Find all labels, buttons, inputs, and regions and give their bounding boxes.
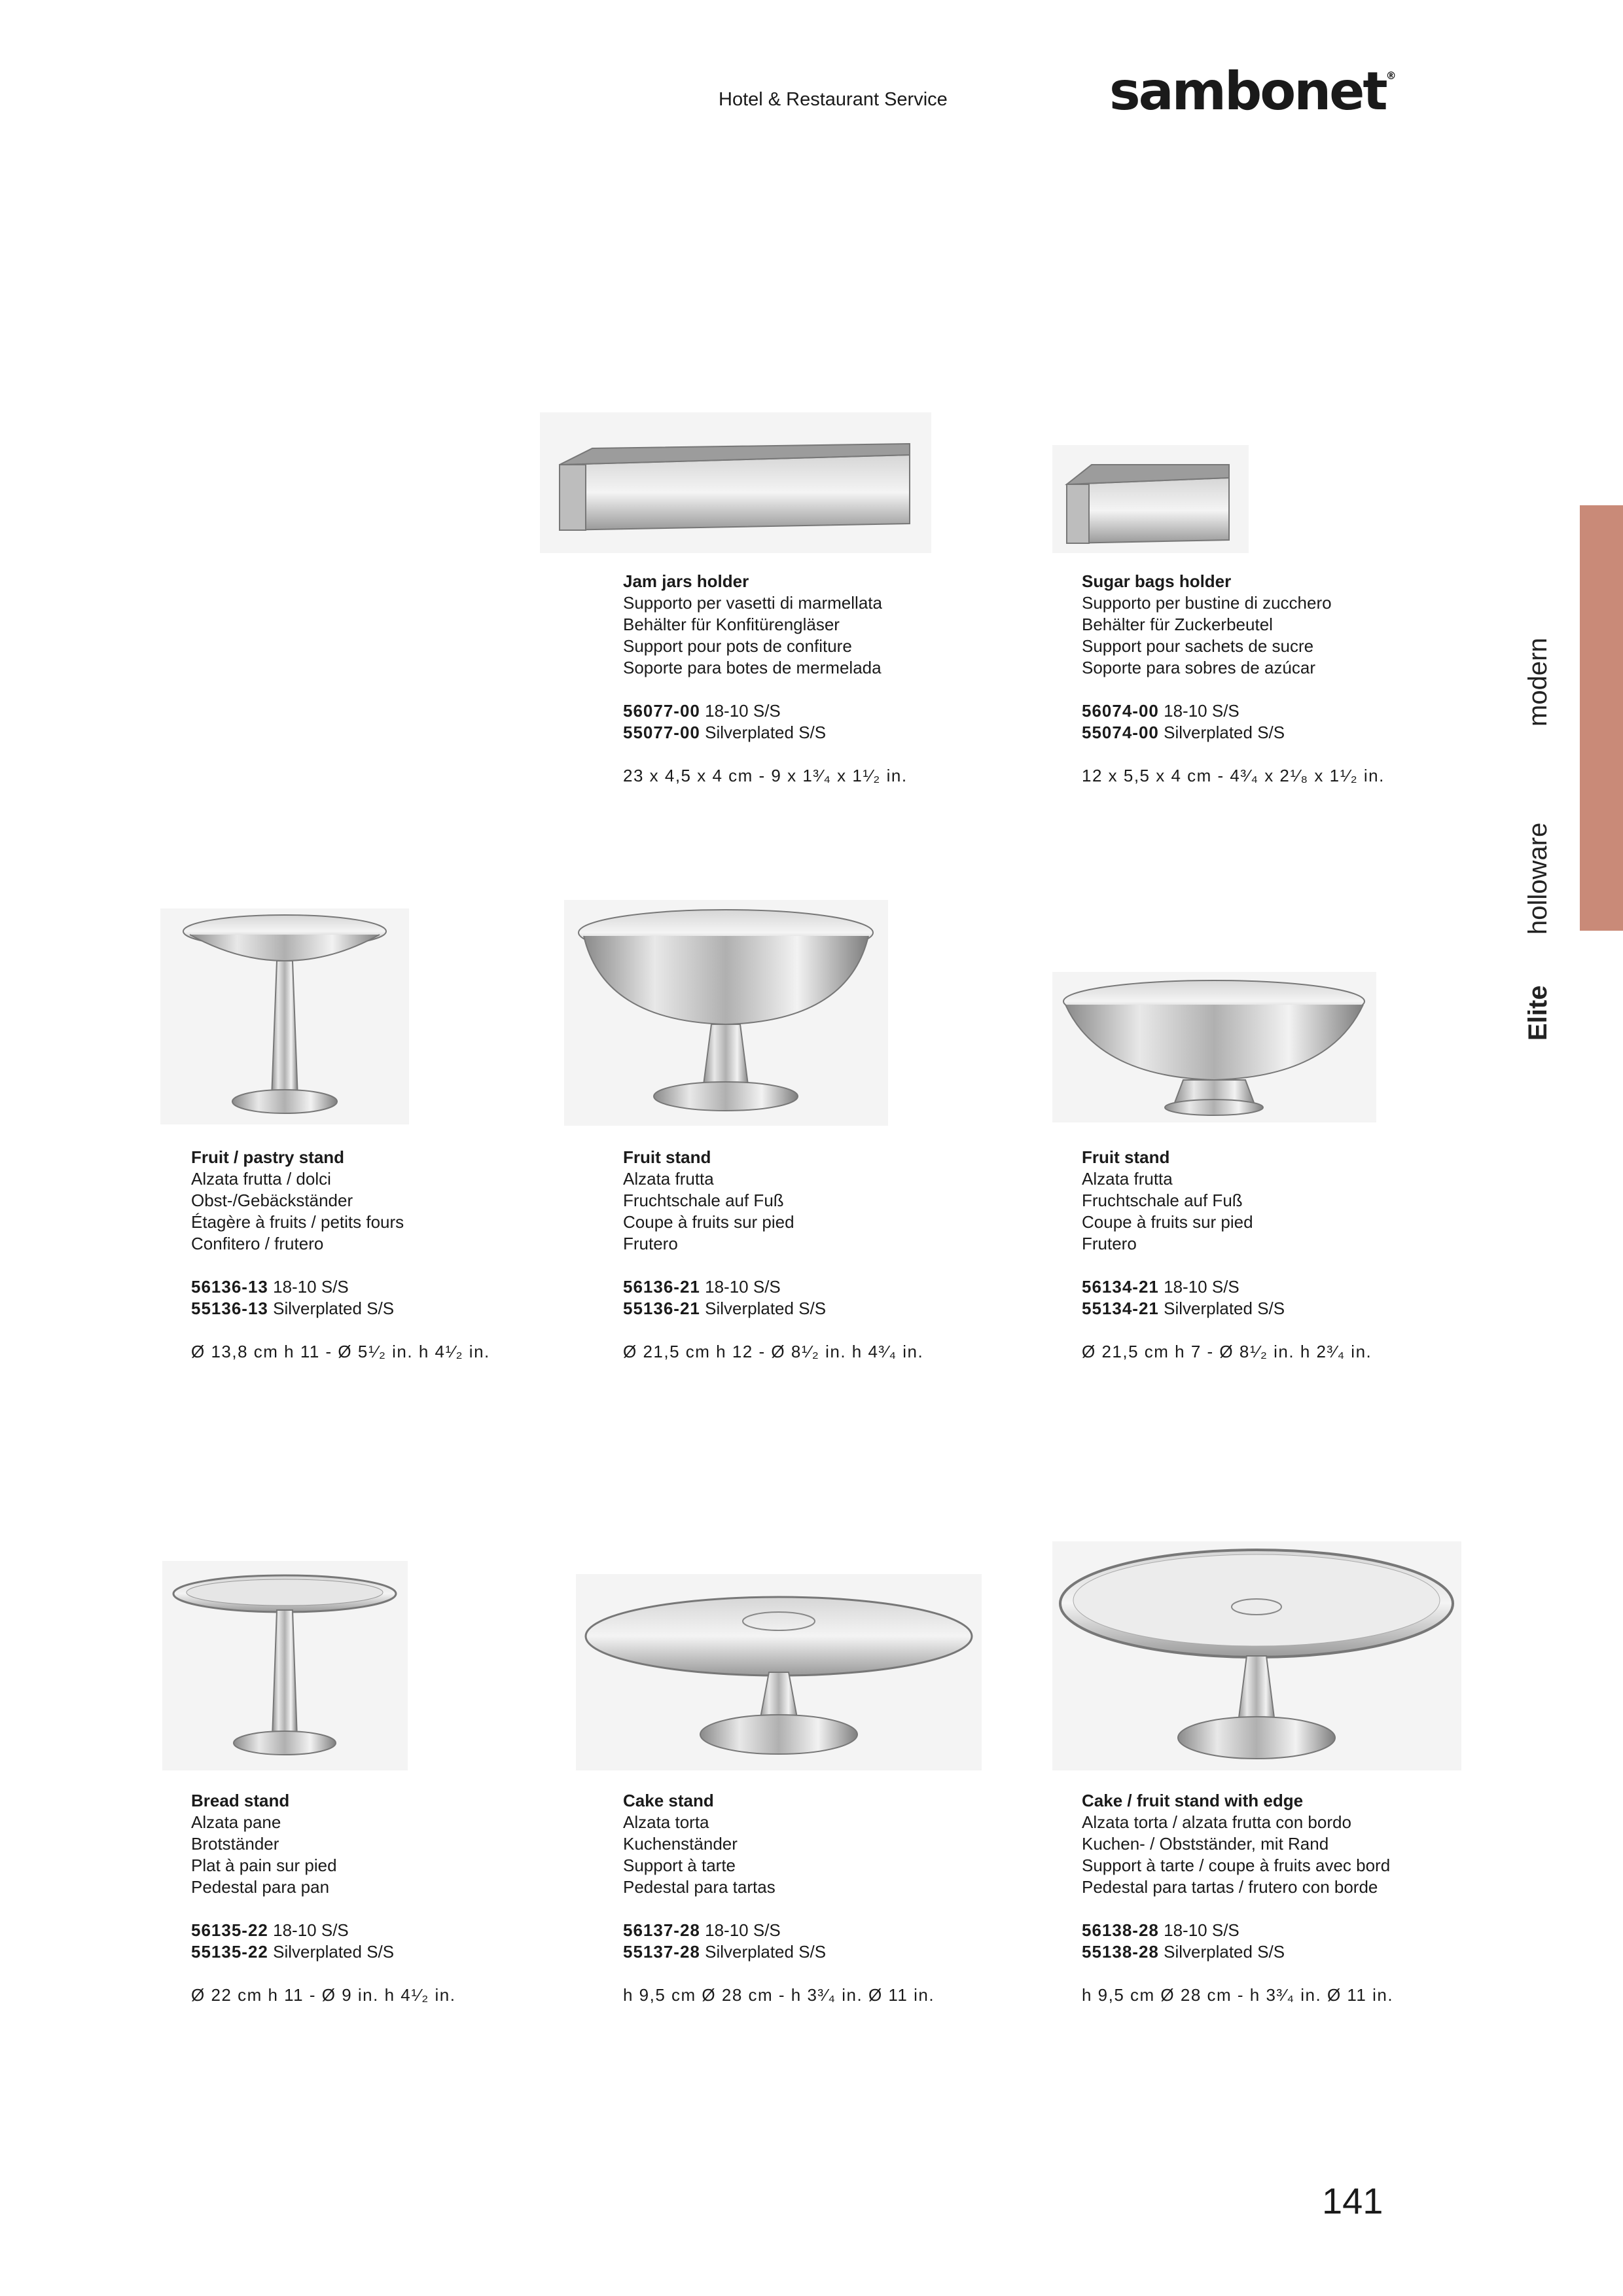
product-image-fruit-stand-tall (564, 900, 888, 1126)
product-code-row (623, 700, 1042, 722)
product-dimensions: 23 x 4,5 x 4 cm - 9 x 1³⁄₄ x 1¹⁄₂ in. (623, 766, 908, 785)
brand-logo (1109, 61, 1397, 122)
product-material: 18-10 S/S (1164, 701, 1240, 721)
product-translation: Plat à pain sur pied (191, 1856, 337, 1875)
product-dimensions: Ø 21,5 cm h 7 - Ø 8¹⁄₂ in. h 2³⁄₄ in. (1082, 1342, 1372, 1361)
product-translation: Soporte para botes de mermelada (623, 658, 882, 677)
product-material: 18-10 S/S (1164, 1920, 1240, 1940)
product-translation: Coupe à fruits sur pied (1082, 1212, 1253, 1232)
product-translation: Pedestal para tartas / frutero con borde (1082, 1877, 1378, 1897)
product-code: 56138-28 (1082, 1920, 1159, 1940)
product-dimensions: Ø 21,5 cm h 12 - Ø 8¹⁄₂ in. h 4³⁄₄ in. (623, 1342, 924, 1361)
product-code-row (623, 722, 1042, 744)
product-translation: Kuchenständer (623, 1834, 738, 1854)
product-code: 55077-00 (623, 723, 700, 742)
product-code: 55138-28 (1082, 1942, 1159, 1962)
product-code: 56136-13 (191, 1277, 268, 1297)
product-name: Fruit stand (1082, 1147, 1170, 1167)
product-translation: Support à tarte (623, 1856, 736, 1875)
product-code-row (1082, 700, 1501, 722)
product-name: Bread stand (191, 1791, 290, 1810)
product-code: 55074-00 (1082, 723, 1159, 742)
product-jam-jars-holder (623, 571, 1042, 787)
product-material: Silverplated S/S (273, 1299, 395, 1318)
product-material: Silverplated S/S (705, 1942, 827, 1962)
product-fruit-stand-low (1082, 1147, 1501, 1363)
product-translation: Alzata frutta (1082, 1169, 1173, 1189)
product-translation: Fruchtschale auf Fuß (1082, 1191, 1243, 1210)
product-image-sugar-bags-holder (1052, 445, 1249, 553)
product-fruit-stand-tall (623, 1147, 1042, 1363)
product-material: Silverplated S/S (705, 1299, 827, 1318)
product-bread-stand (191, 1790, 610, 2006)
side-tab-marker (1580, 505, 1623, 931)
product-translation: Soporte para sobres de azúcar (1082, 658, 1315, 677)
product-name: Fruit stand (623, 1147, 711, 1167)
product-code-row (191, 1920, 610, 1941)
product-material: 18-10 S/S (273, 1277, 349, 1297)
product-cake-stand (623, 1790, 1042, 2006)
product-translation: Étagère à fruits / petits fours (191, 1212, 404, 1232)
product-code: 56136-21 (623, 1277, 700, 1297)
product-dimensions: Ø 13,8 cm h 11 - Ø 5¹⁄₂ in. h 4¹⁄₂ in. (191, 1342, 490, 1361)
product-code: 55136-13 (191, 1299, 268, 1318)
product-image-cake-stand (576, 1574, 982, 1770)
product-image-cake-fruit-stand-with-edge (1052, 1541, 1461, 1770)
product-image-jam-jars-holder (540, 412, 931, 553)
product-code: 56074-00 (1082, 701, 1159, 721)
product-translation: Confitero / frutero (191, 1234, 324, 1253)
product-code: 55137-28 (623, 1942, 700, 1962)
product-translation: Alzata frutta / dolci (191, 1169, 331, 1189)
product-name: Fruit / pastry stand (191, 1147, 345, 1167)
product-translation: Brotständer (191, 1834, 279, 1854)
product-code-row (191, 1298, 610, 1319)
page-number: 141 (1322, 2180, 1383, 2221)
product-material: Silverplated S/S (705, 723, 827, 742)
product-code: 56134-21 (1082, 1277, 1159, 1297)
product-name: Sugar bags holder (1082, 571, 1232, 591)
product-material: 18-10 S/S (705, 1277, 781, 1297)
product-translation: Pedestal para pan (191, 1877, 330, 1897)
product-code-row (1082, 1276, 1501, 1298)
product-code: 56137-28 (623, 1920, 700, 1940)
product-cake-fruit-stand-with-edge (1082, 1790, 1501, 2006)
product-code-row (623, 1941, 1042, 1963)
product-translation: Frutero (623, 1234, 678, 1253)
product-translation: Support à tarte / coupe à fruits avec bord (1082, 1856, 1391, 1875)
product-translation: Supporto per bustine di zucchero (1082, 593, 1332, 613)
product-dimensions: 12 x 5,5 x 4 cm - 4³⁄₄ x 2¹⁄₈ x 1¹⁄₂ in. (1082, 766, 1385, 785)
product-code: 55136-21 (623, 1299, 700, 1318)
product-name: Cake / fruit stand with edge (1082, 1791, 1304, 1810)
header-title: Hotel & Restaurant Service (719, 89, 948, 110)
side-label-modern: modern (1524, 637, 1552, 726)
product-translation: Kuchen- / Obstständer, mit Rand (1082, 1834, 1329, 1854)
product-code-row (623, 1920, 1042, 1941)
product-translation: Fruchtschale auf Fuß (623, 1191, 784, 1210)
product-code-row (191, 1276, 610, 1298)
product-translation: Frutero (1082, 1234, 1137, 1253)
product-material: 18-10 S/S (705, 701, 781, 721)
product-material: 18-10 S/S (273, 1920, 349, 1940)
product-translation: Behälter für Zuckerbeutel (1082, 615, 1273, 634)
product-dimensions: Ø 22 cm h 11 - Ø 9 in. h 4¹⁄₂ in. (191, 1985, 456, 2005)
product-dimensions: h 9,5 cm Ø 28 cm - h 3³⁄₄ in. Ø 11 in. (1082, 1985, 1394, 2005)
product-fruit-pastry-stand (191, 1147, 610, 1363)
product-translation: Obst-/Gebäckständer (191, 1191, 353, 1210)
brand-name: sambonet (1109, 61, 1386, 122)
product-code: 55135-22 (191, 1942, 268, 1962)
product-material: 18-10 S/S (1164, 1277, 1240, 1297)
registered-mark: ® (1385, 69, 1397, 82)
product-code-row (623, 1298, 1042, 1319)
product-dimensions: h 9,5 cm Ø 28 cm - h 3³⁄₄ in. Ø 11 in. (623, 1985, 935, 2005)
product-material: Silverplated S/S (273, 1942, 395, 1962)
product-image-fruit-pastry-stand (160, 908, 409, 1124)
product-code-row (623, 1276, 1042, 1298)
product-material: Silverplated S/S (1164, 723, 1285, 742)
product-translation: Support pour pots de confiture (623, 636, 852, 656)
product-translation: Coupe à fruits sur pied (623, 1212, 794, 1232)
product-code-row (1082, 1298, 1501, 1319)
product-translation: Behälter für Konfitürengläser (623, 615, 840, 634)
product-code: 55134-21 (1082, 1299, 1159, 1318)
side-label-elite: Elite (1524, 985, 1552, 1041)
product-material: 18-10 S/S (705, 1920, 781, 1940)
product-translation: Supporto per vasetti di marmellata (623, 593, 882, 613)
product-translation: Alzata torta (623, 1812, 709, 1832)
product-translation: Pedestal para tartas (623, 1877, 776, 1897)
product-sugar-bags-holder (1082, 571, 1501, 787)
product-code: 56077-00 (623, 701, 700, 721)
product-code-row (1082, 722, 1501, 744)
product-code-row (1082, 1920, 1501, 1941)
side-label-holloware: holloware (1524, 822, 1552, 935)
product-code: 56135-22 (191, 1920, 268, 1940)
product-translation: Support pour sachets de sucre (1082, 636, 1314, 656)
product-material: Silverplated S/S (1164, 1299, 1285, 1318)
product-material: Silverplated S/S (1164, 1942, 1285, 1962)
product-translation: Alzata pane (191, 1812, 281, 1832)
product-code-row (191, 1941, 610, 1963)
product-translation: Alzata torta / alzata frutta con bordo (1082, 1812, 1351, 1832)
product-name: Jam jars holder (623, 571, 749, 591)
product-code-row (1082, 1941, 1501, 1963)
product-name: Cake stand (623, 1791, 714, 1810)
product-image-bread-stand (162, 1561, 408, 1770)
product-image-fruit-stand-low (1052, 972, 1376, 1122)
product-translation: Alzata frutta (623, 1169, 714, 1189)
